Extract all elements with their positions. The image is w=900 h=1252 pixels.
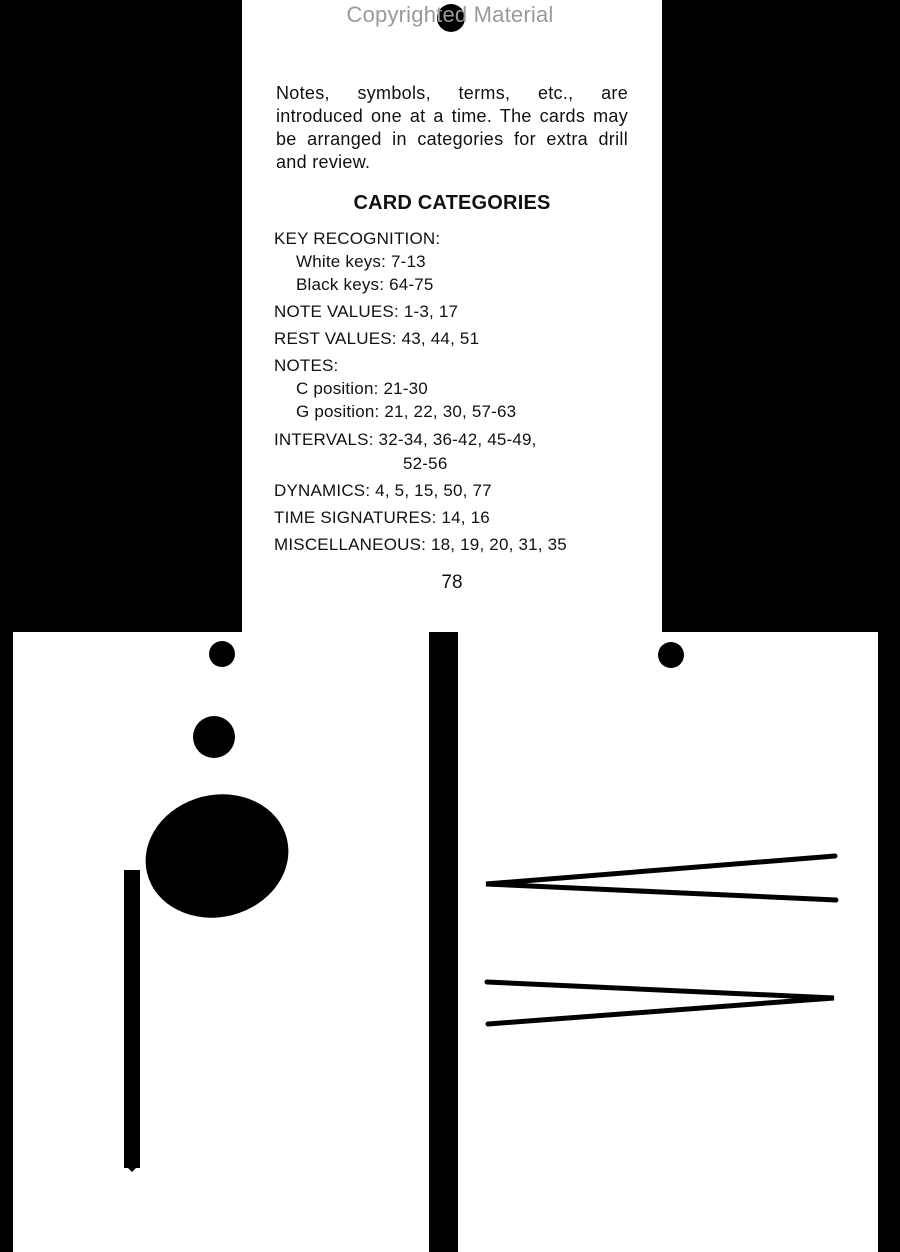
category-dynamics: DYNAMICS: 4, 5, 15, 50, 77 <box>274 481 492 500</box>
category-intervals-continued: 52-56 <box>403 454 448 473</box>
dotted-quarter-note-icon <box>13 632 429 1252</box>
category-key-recognition: KEY RECOGNITION: <box>274 229 441 248</box>
category-rest-values: REST VALUES: 43, 44, 51 <box>274 329 480 348</box>
category-notes: NOTES: <box>274 356 339 375</box>
category-g-position: G position: 21, 22, 30, 57-63 <box>296 402 517 421</box>
category-time-signatures: TIME SIGNATURES: 14, 16 <box>274 508 490 527</box>
category-miscellaneous: MISCELLANEOUS: 18, 19, 20, 31, 35 <box>274 535 567 554</box>
crescendo-decrescendo-icon <box>458 632 878 1252</box>
intro-text: Notes, symbols, terms, etc., are introduced one at a time. The cards may be arranged in categories for extra drill and review. <box>276 83 628 172</box>
category-card <box>242 0 662 632</box>
category-black-keys: Black keys: 64-75 <box>296 275 434 294</box>
copyright-watermark: Copyrighted Material <box>346 2 554 27</box>
dynamics-card <box>458 632 878 1252</box>
page-number: 78 <box>441 572 463 593</box>
note-card <box>13 632 429 1252</box>
category-note-values: NOTE VALUES: 1-3, 17 <box>274 302 459 321</box>
category-c-position: C position: 21-30 <box>296 379 428 398</box>
category-intervals: INTERVALS: 32-34, 36-42, 45-49, <box>274 430 537 449</box>
category-white-keys: White keys: 7-13 <box>296 252 426 271</box>
card-categories-heading: CARD CATEGORIES <box>353 192 551 214</box>
